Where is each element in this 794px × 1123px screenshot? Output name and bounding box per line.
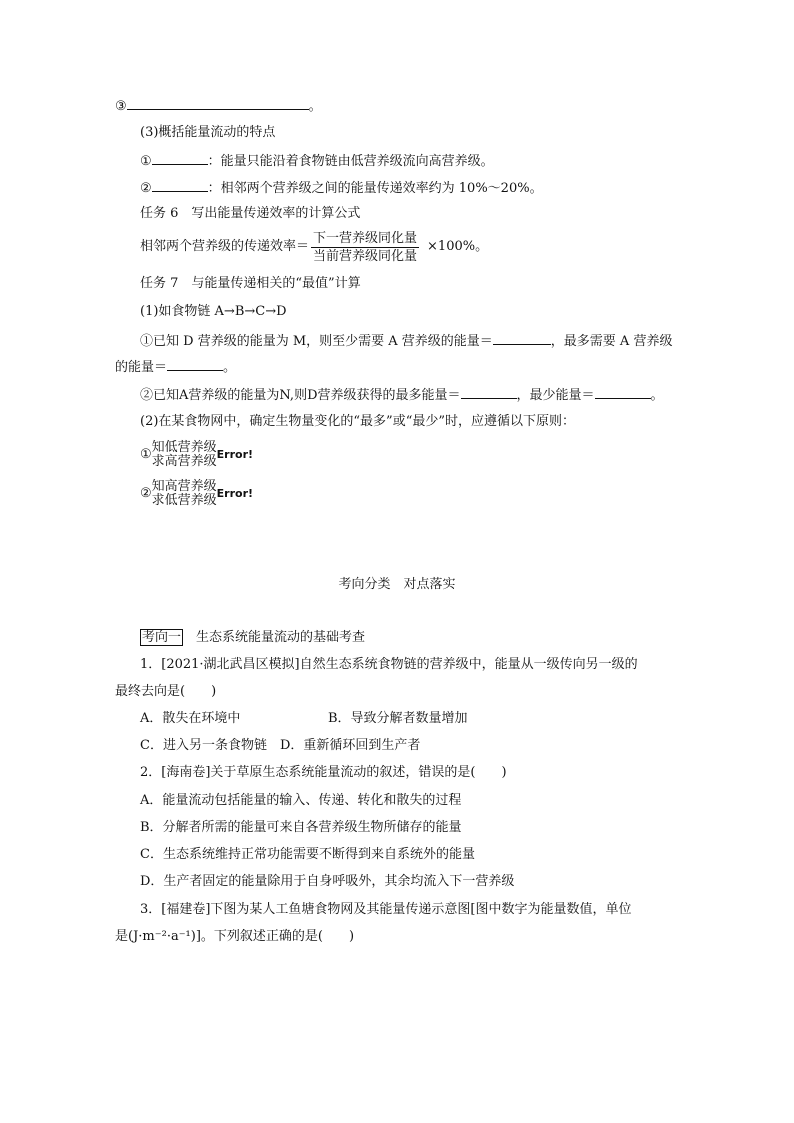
kaoxiang-label: 考向一 — [142, 630, 182, 645]
exercise-2-option-a[interactable]: A．能量流动包括能量的输入、传递、转化和散失的过程 — [140, 793, 462, 808]
fill-line-3: ③ 。 — [115, 96, 322, 116]
rule-2-condition: 知高营养级 求低营养级 — [151, 479, 217, 508]
answer-blank[interactable] — [493, 331, 551, 345]
error-text: Error! — [216, 448, 254, 461]
task-7-title: 任务 7 与能量传递相关的“最值”计算 — [140, 276, 361, 291]
rule-2: ② 知高营养级 求低营养级 Error! — [140, 479, 254, 508]
exercise-2-option-b[interactable]: B．分解者所需的能量可来自各营养级生物所储存的能量 — [140, 820, 462, 835]
question-1b: ②已知A营养级的能量为N,则D营养级获得的最多能量＝ ，最少能量＝ 。 — [140, 385, 664, 405]
feature-2: ② ：相邻两个营养级之间的能量传递效率约为 10%～20%。 — [140, 178, 543, 198]
exercise-3-stem: 3．[福建卷]下图为某人工鱼塘食物网及其能量传递示意图[图中数字为能量数值，单位 — [140, 902, 632, 917]
exercise-2-stem: 2．[海南卷]关于草原生态系统能量流动的叙述，错误的是( ) — [140, 765, 507, 780]
exercise-1-stem-cont: 最终去向是( ) — [115, 684, 217, 699]
formula-fraction — [311, 230, 419, 265]
rule-1-condition: 知低营养级 求高营养级 — [151, 440, 217, 469]
question-1-title: (1)如食物链 A→B→C→D — [140, 304, 287, 319]
efficiency-formula: 相邻两个营养级的传递效率＝ $\frac{\text{下一营养级同化量}}{\text{当前营养级同化量}}$ ×100%。 — [140, 230, 489, 264]
question-1a: ①已知 D 营养级的能量为 M，则至少需要 A 营养级的能量＝ ，最多需要 A 营养级 — [140, 331, 672, 351]
answer-blank[interactable] — [127, 96, 309, 110]
question-1a-cont: 的能量＝ 。 — [115, 357, 236, 377]
formula-denominator: 当前营养级同化量 — [313, 248, 418, 264]
kaoxiang-1-heading: 考向一 生态系统能量流动的基础考查 — [142, 630, 366, 645]
feature-1: ① ：能量只能沿着食物链由低营养级流向高营养级。 — [140, 151, 494, 171]
formula-numerator: 下一营养级同化量 — [313, 230, 418, 246]
exercise-2-option-c[interactable]: C．生态系统维持正常功能需要不断得到来自系统外的能量 — [140, 847, 475, 862]
answer-blank[interactable] — [461, 385, 517, 399]
answer-blank[interactable] — [595, 385, 651, 399]
exercise-1-stem: 1．[2021·湖北武昌区模拟]自然生态系统食物链的营养级中，能量从一级传向另一级的 — [140, 657, 638, 672]
exercise-1-option-a[interactable]: A．散失在环境中 — [140, 711, 241, 726]
section-3-title: (3)概括能量流动的特点 — [140, 125, 276, 140]
answer-blank[interactable] — [152, 178, 208, 192]
exercise-2-option-d[interactable]: D．生产者固定的能量除用于自身呼吸外，其余均流入下一营养级 — [140, 874, 515, 889]
answer-blank[interactable] — [167, 357, 223, 371]
exercise-1-option-cd[interactable]: C．进入另一条食物链 D．重新循环回到生产者 — [140, 738, 421, 753]
error-text: Error! — [216, 487, 254, 500]
task-6-title: 任务 6 写出能量传递效率的计算公式 — [140, 206, 361, 221]
question-2-title: (2)在某食物网中，确定生物量变化的“最多”或“最少”时，应遵循以下原则： — [140, 414, 575, 429]
rule-1: ① 知低营养级 求高营养级 Error! — [140, 440, 254, 469]
exercise-1-option-b[interactable]: B．导致分解者数量增加 — [328, 711, 468, 726]
section-title: 考向分类 对点落实 — [338, 577, 456, 592]
exercise-3-stem-cont: 是(J·m⁻²·a⁻¹)]。下列叙述正确的是( ) — [115, 929, 355, 944]
answer-blank[interactable] — [152, 151, 208, 165]
